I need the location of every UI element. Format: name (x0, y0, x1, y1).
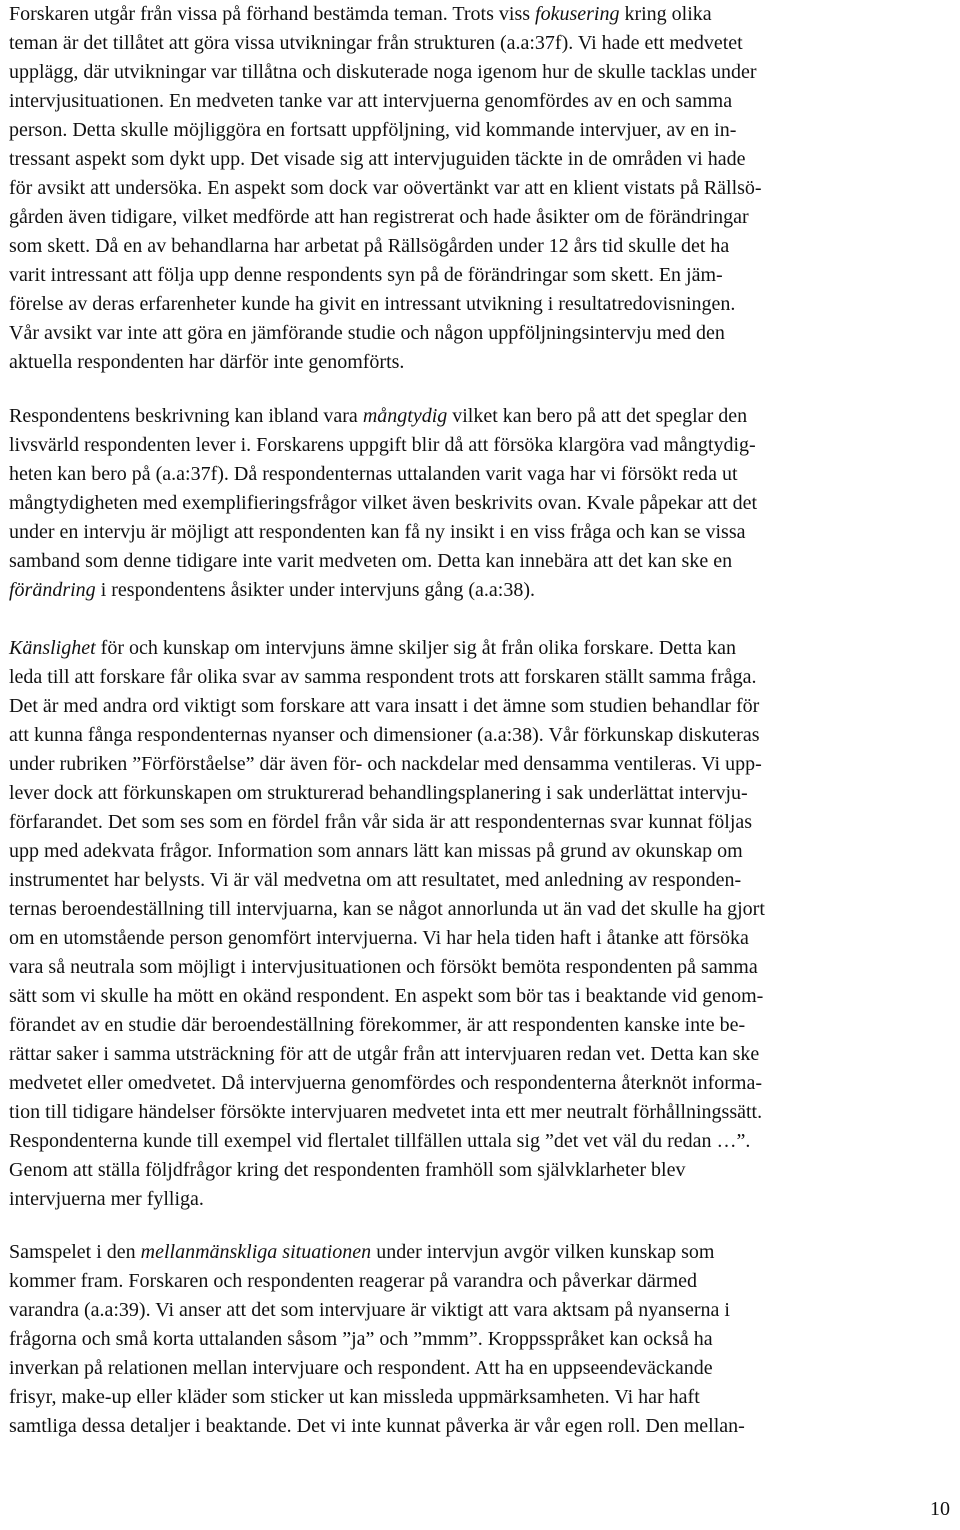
text-line: frågorna och små korta uttalanden såsom ”ja” och ”mmm”. Kroppsspråket kan också ha (9, 1328, 713, 1350)
text-line (9, 0, 954, 29)
text-line: instrumentet har belysts. Vi är väl medvetna om att resultatet, med anledning av responden- (9, 869, 742, 891)
text-line: samband som denne tidigare inte varit medveten om. Detta kan innebära att det kan ske en (9, 550, 733, 572)
text-line: om en utomstående person genomfört intervjuerna. Vi har hela tiden haft i åtanke att försöka (9, 927, 749, 949)
text-line: mångtydigheten med exemplifieringsfrågor vilket även beskrivits ovan. Kvale påpekar att det (9, 492, 758, 514)
text-line: livsvärld respondenten lever i. Forskarens uppgift blir då att försöka klargöra vad mångtydig- (9, 434, 756, 456)
text-line: gården även tidigare, vilket medförde att han registrerat och hade åsikter om de förändringar (9, 206, 749, 228)
text-line: för avsikt att undersöka. En aspekt som dock var oövertänkt var att en klient vistats på Rällsö- (9, 177, 762, 199)
text-run: vilket kan bero på att det speglar den (447, 405, 748, 427)
text-line: förandet av en studie där beroendeställning förekommer, är att respondenten kanske inte be- (9, 1014, 746, 1036)
text-line: förfarandet. Det som ses som en fördel från vår sida är att respondenternas svar kunnat följas (9, 811, 753, 833)
text-line: varandra (a.a:39). Vi anser att det som intervjuare är viktigt att vara aktsam på nyanserna i (9, 1299, 730, 1321)
text-line: sätt som vi skulle ha mött en okänd respondent. En aspekt som bör tas i beaktande vid genom- (9, 985, 764, 1007)
text-line: Respondenterna kunde till exempel vid flertalet tillfällen uttala sig ”det vet väl du redan …”. (9, 1130, 751, 1152)
text-line: intervjuerna mer fylliga. (9, 1188, 204, 1210)
text-line: rättar saker i samma utsträckning för att de utgår från att intervjuaren redan vet. Detta kan ske (9, 1043, 760, 1065)
italic-term: mångtydig (362, 405, 448, 427)
text-line: att kunna fånga respondenternas nyanser och dimensioner (a.a:38). Vår förkunskap diskuteras (9, 724, 760, 746)
italic-term: Känslighet (9, 637, 96, 659)
text-line (9, 402, 954, 431)
text-run: för och kunskap om intervjuns ämne skiljer sig åt från olika forskare. Detta kan (95, 637, 737, 659)
text-line: samtliga dessa detaljer i beaktande. Det vi inte kunnat påverka är vår egen roll. Den mellan- (9, 1415, 745, 1437)
text-line: Genom att ställa följdfrågor kring det respondenten framhöll som självklarheter blev (9, 1159, 686, 1181)
text-line: förelse av deras erfarenheter kunde ha givit en intressant utvikning i resultatredovisningen. (9, 293, 736, 315)
text-line: upplägg, där utvikningar var tillåtna och diskuterade noga igenom hur de skulle tacklas under (9, 61, 757, 83)
paragraph (9, 0, 954, 377)
text-line: Det är med andra ord viktigt som forskare att vara insatt i det ämne som studien behandlar för (9, 695, 760, 717)
text-line: upp med adekvata frågor. Information som annars lätt kan missas på grund av okunskap om (9, 840, 743, 862)
text-line: vara så neutrala som möjligt i intervjusituationen och försökt bemöta respondenten på samma (9, 956, 758, 978)
text-line: under rubriken ”Förförståelse” där även för- och nackdelar med densamma ventileras. Vi upp- (9, 753, 762, 775)
italic-term: mellanmänskliga situationen (140, 1241, 372, 1263)
text-line: kommer fram. Forskaren och respondenten reagerar på varandra och påverkar därmed (9, 1270, 698, 1292)
text-run: under intervjun avgör vilken kunskap som (371, 1241, 715, 1263)
paragraph (9, 402, 954, 605)
text-line (9, 1238, 954, 1267)
text-line: medvetet eller omedvetet. Då intervjuerna genomfördes och respondenterna återknöt informa- (9, 1072, 763, 1094)
text-line: person. Detta skulle möjliggöra en fortsatt uppföljning, vid kommande intervjuer, av en in- (9, 119, 737, 141)
text-line: tion till tidigare händelser försökte intervjuaren medvetet inta ett mer neutralt förhållningssätt. (9, 1101, 763, 1123)
text-line: Vår avsikt var inte att göra en jämförande studie och någon uppföljningsintervju med den (9, 322, 725, 344)
text-line (9, 634, 954, 663)
text-line (9, 576, 954, 605)
text-run: i respondentens åsikter under intervjuns gång (a.a:38). (95, 579, 536, 601)
text-run: Respondentens beskrivning kan ibland vara (9, 405, 363, 427)
text-line: leda till att forskare får olika svar av samma respondent trots att forskaren ställt samma fråga. (9, 666, 757, 688)
text-line: heten kan bero på (a.a:37f). Då respondenternas uttalanden varit vaga har vi försökt reda ut (9, 463, 738, 485)
paragraph (9, 634, 954, 1214)
text-line: intervjusituationen. En medveten tanke var att intervjuerna genomfördes av en och samma (9, 90, 733, 112)
text-line: som skett. Då en av behandlarna har arbetat på Rällsögården under 12 års tid skulle det ha (9, 235, 730, 257)
text-run: Samspelet i den (9, 1241, 141, 1263)
paragraph (9, 1238, 954, 1441)
italic-term: förändring (9, 579, 96, 601)
text-line: under en intervju är möjligt att respondenten kan få ny insikt i en viss fråga och kan se vissa (9, 521, 746, 543)
text-line: varit intressant att följa upp denne respondents syn på de förändringar som skett. En jäm- (9, 264, 723, 286)
text-line: ternas beroendeställning till intervjuarna, kan se något annorlunda ut än vad det skulle ha gjort (9, 898, 765, 920)
text-line: aktuella respondenten har därför inte genomförts. (9, 351, 405, 373)
text-line: inverkan på relationen mellan intervjuare och respondent. Att ha en uppseendeväckande (9, 1357, 713, 1379)
text-line: lever dock att förkunskapen om strukturerad behandlingsplanering i sak underlättat intervju- (9, 782, 748, 804)
text-line: frisyr, make-up eller kläder som sticker ut kan missleda uppmärksamheten. Vi har haft (9, 1386, 700, 1408)
text-run: Forskaren utgår från vissa på förhand bestämda teman. Trots viss (9, 3, 536, 25)
text-run: kring olika (619, 3, 712, 25)
italic-term: fokusering (535, 3, 620, 25)
text-line: teman är det tillåtet att göra vissa utvikningar från strukturen (a.a:37f). Vi hade ett medvetet (9, 32, 743, 54)
text-line: tressant aspekt som dykt upp. Det visade sig att intervjuguiden täckte in de områden vi hade (9, 148, 746, 170)
page-number: 10 (930, 1498, 950, 1520)
